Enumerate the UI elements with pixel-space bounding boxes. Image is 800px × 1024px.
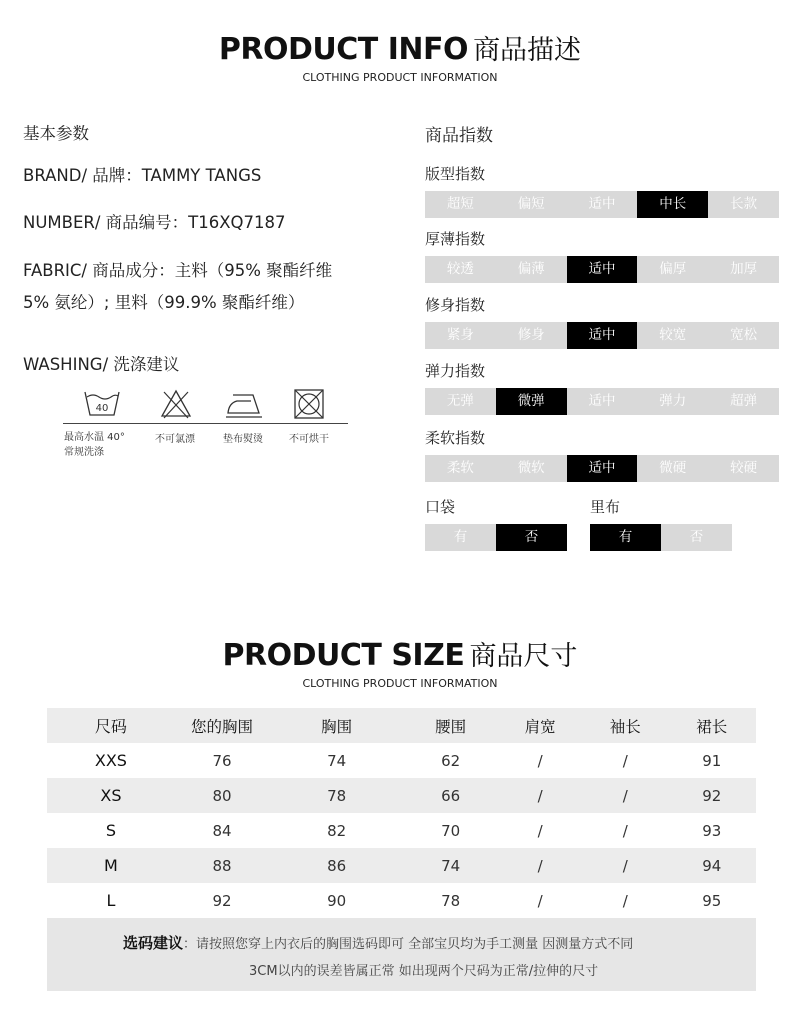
index-option: 加厚: [730, 261, 758, 277]
size-advice-line-1: [123, 932, 633, 953]
size-value-cell: /: [622, 891, 628, 910]
size-table-header-cell: 肩宽: [524, 717, 556, 736]
index-option: 柔软: [446, 460, 474, 476]
size-table-row: [47, 883, 756, 918]
product-size-title-cn: 商品尺寸: [469, 641, 578, 672]
size-label-cell: S: [105, 821, 116, 840]
product-info-header: [0, 28, 800, 84]
size-value-cell: /: [622, 856, 628, 875]
index-row-title: 厚薄指数: [425, 230, 486, 248]
index-row-title: 版型指数: [425, 165, 486, 183]
size-value-cell: 92: [212, 891, 232, 910]
no-tumble-dry-icon: [293, 388, 325, 420]
size-value-cell: /: [537, 821, 543, 840]
index-option-selected: 适中: [567, 322, 638, 349]
size-value-cell: 74: [441, 856, 461, 875]
fabric-line-2: 5% 氨纶）; 里料（99.9% 聚酯纤维）: [23, 293, 305, 312]
lining-option: 否: [689, 529, 704, 545]
size-table-header-cell: 您的胸围: [191, 717, 254, 736]
index-option: 弹力: [659, 393, 687, 409]
index-section-title: 商品指数: [425, 126, 493, 146]
wash-temp-text: 40: [95, 403, 109, 414]
size-label-cell: XS: [100, 786, 122, 805]
index-option: 较硬: [730, 460, 758, 476]
size-value-cell: 93: [702, 821, 722, 840]
size-advice-label: 选码建议: [123, 934, 184, 952]
size-value-cell: 91: [702, 751, 722, 770]
size-table-row: [47, 778, 756, 813]
lining-title: 里布: [590, 498, 621, 516]
index-option-selected: 微弹: [496, 388, 567, 415]
size-value-cell: 86: [327, 856, 347, 875]
size-table-header-cell: 腰围: [435, 717, 467, 736]
size-table-header-cell: 胸围: [321, 717, 353, 736]
product-size-header: [0, 634, 800, 690]
washing-title: WASHING/ 洗涤建议: [23, 355, 180, 374]
index-option: 偏厚: [659, 261, 687, 277]
pocket-bar: [425, 524, 567, 551]
size-value-cell: /: [537, 856, 543, 875]
basic-params-title: 基本参数: [23, 124, 89, 143]
size-value-cell: 74: [327, 751, 347, 770]
index-option: 微软: [517, 460, 545, 476]
size-value-cell: 82: [327, 821, 347, 840]
brand-line: BRAND/ 品牌：TAMMY TANGS: [23, 166, 262, 185]
size-value-cell: /: [622, 821, 628, 840]
index-option: 偏短: [517, 196, 545, 212]
product-info-subtitle: CLOTHING PRODUCT INFORMATION: [302, 71, 498, 84]
size-advice-line-2: 3CM以内的误差皆属正常 如出现两个尺码为正常/拉伸的尺寸: [249, 964, 599, 979]
size-value-cell: /: [537, 751, 543, 770]
pocket-option-selected: 否: [496, 524, 567, 551]
product-size-subtitle: CLOTHING PRODUCT INFORMATION: [302, 677, 498, 690]
index-option: 适中: [588, 196, 616, 212]
index-option: 适中: [588, 393, 616, 409]
index-scale-bar: [425, 388, 779, 415]
size-table-header-cell: 袖长: [609, 717, 641, 736]
fabric-line-1: FABRIC/ 商品成分：主料（95% 聚酯纤维: [23, 261, 333, 280]
size-value-cell: 84: [212, 821, 232, 840]
index-scale-bar: [425, 455, 779, 482]
index-option: 紧身: [446, 327, 474, 343]
size-value-cell: 88: [212, 856, 232, 875]
no-bleach-icon: [160, 389, 192, 419]
size-table: [47, 708, 756, 918]
size-value-cell: 92: [702, 786, 722, 805]
index-scale-bar: [425, 322, 779, 349]
size-value-cell: /: [622, 786, 628, 805]
size-label-cell: L: [106, 891, 116, 910]
lining-bar: [590, 524, 732, 551]
size-value-cell: /: [537, 891, 543, 910]
wash-40-icon: [84, 389, 120, 419]
index-row-title: 弹力指数: [425, 362, 486, 380]
index-scale-bar: [425, 256, 779, 283]
size-value-cell: 94: [702, 856, 722, 875]
size-table-header: [47, 708, 756, 743]
index-scale-bar: [425, 191, 779, 218]
size-value-cell: /: [537, 786, 543, 805]
pocket-title: 口袋: [425, 498, 456, 516]
index-row-title: 修身指数: [425, 296, 486, 314]
size-table-row: [47, 848, 756, 883]
index-option-selected: 中长: [637, 191, 708, 218]
index-option: 偏薄: [517, 261, 545, 277]
size-value-cell: 70: [441, 821, 461, 840]
size-advice-text-1: ：请按照您穿上内衣后的胸围选码即可 全部宝贝均为手工测量 因测量方式不同: [183, 937, 634, 952]
wash-label-2: 不可氯漂: [155, 434, 195, 445]
size-value-cell: 78: [327, 786, 347, 805]
index-option: 宽松: [730, 327, 758, 343]
size-value-cell: 78: [441, 891, 461, 910]
size-value-cell: 80: [212, 786, 232, 805]
index-row-title: 柔软指数: [425, 429, 486, 447]
index-option: 修身: [517, 327, 545, 343]
size-table-row: [47, 813, 756, 848]
index-option: 超短: [446, 196, 474, 212]
wash-label-1: 最高水温 40° 常规洗涤: [64, 432, 125, 458]
size-value-cell: 76: [212, 751, 232, 770]
size-value-cell: 95: [702, 891, 722, 910]
index-option: 微硬: [659, 460, 687, 476]
size-label-cell: XXS: [94, 751, 127, 770]
size-table-row: [47, 743, 756, 778]
size-table-header-cell: 裙长: [696, 717, 728, 736]
size-value-cell: /: [622, 751, 628, 770]
size-table-header-cell: 尺码: [94, 717, 127, 736]
lining-option-selected: 有: [590, 524, 661, 551]
wash-label-4: 不可烘干: [289, 434, 329, 445]
size-value-cell: 62: [441, 751, 461, 770]
wash-divider: [63, 423, 348, 424]
number-line: NUMBER/ 商品编号：T16XQ7187: [23, 213, 286, 232]
index-option: 超弹: [730, 393, 758, 409]
product-size-title: PRODUCT SIZE: [222, 638, 465, 673]
size-advice-box: [47, 918, 756, 991]
product-info-title-cn: 商品描述: [473, 35, 582, 66]
product-info-title: PRODUCT INFO: [218, 32, 468, 67]
index-option: 较宽: [659, 327, 687, 343]
size-value-cell: 90: [327, 891, 347, 910]
index-option-selected: 适中: [567, 455, 638, 482]
size-value-cell: 66: [441, 786, 461, 805]
size-label-cell: M: [104, 856, 118, 875]
pocket-option: 有: [453, 529, 468, 545]
wash-label-3: 垫布熨烫: [223, 434, 263, 445]
index-option: 长款: [730, 196, 758, 212]
index-option-selected: 适中: [567, 256, 638, 283]
index-option: 较透: [446, 261, 474, 277]
iron-with-cloth-icon: [225, 391, 263, 419]
index-option: 无弹: [446, 393, 474, 409]
